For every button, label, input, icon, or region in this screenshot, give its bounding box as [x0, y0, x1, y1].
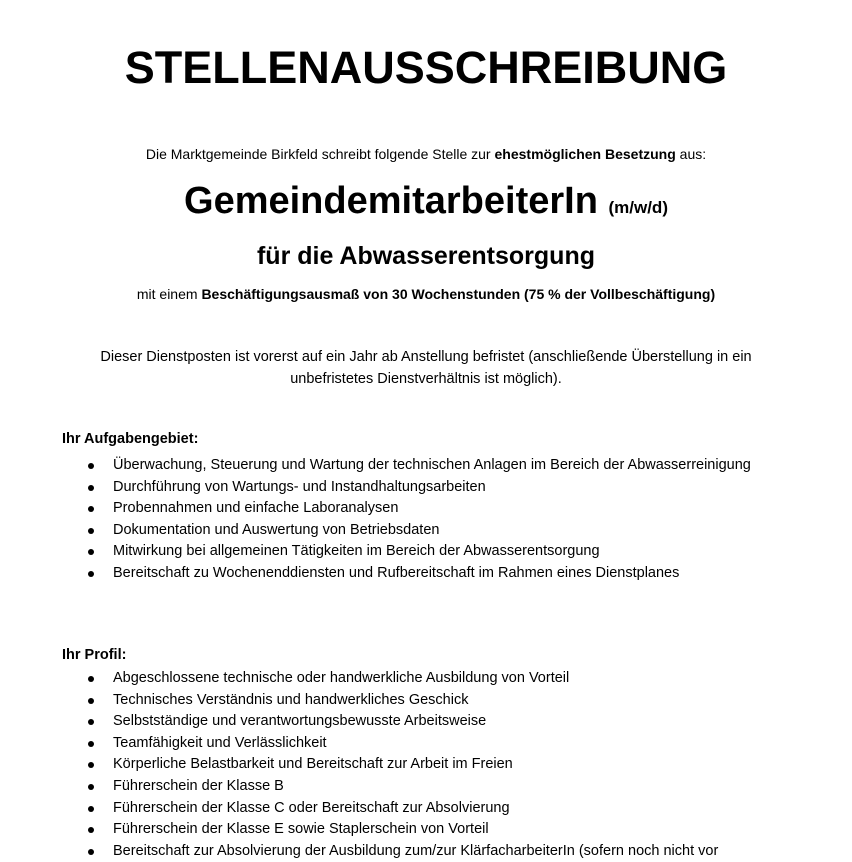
- intro-bold: ehestmöglichen Besetzung: [494, 146, 676, 162]
- tasks-list: [62, 455, 782, 585]
- list-item: Durchführung von Wartungs- und Instandhaltungsarbeiten: [62, 477, 782, 499]
- tasks-heading: Ihr Aufgabengebiet:: [62, 431, 199, 447]
- list-item: Körperliche Belastbarkeit und Bereitschaft zur Arbeit im Freien: [62, 754, 782, 776]
- page-title: STELLENAUSSCHREIBUNG: [124, 42, 728, 93]
- scope-bold: Beschäftigungsausmaß von 30 Wochenstunden (75 % der Vollbeschäftigung): [201, 286, 716, 302]
- list-item: Abgeschlossene technische oder handwerkliche Ausbildung von Vorteil: [62, 668, 782, 690]
- list-item: Mitwirkung bei allgemeinen Tätigkeiten im Bereich der Abwasserentsorgung: [62, 541, 782, 563]
- employment-scope: [0, 286, 852, 302]
- scope-before: mit einem: [136, 286, 202, 302]
- list-item: Führerschein der Klasse B: [62, 776, 782, 798]
- profile-heading: Ihr Profil:: [62, 647, 127, 663]
- term-paragraph: [0, 347, 852, 390]
- job-title-text: GemeindemitarbeiterIn: [184, 180, 598, 222]
- list-item: Bereitschaft zur Absolvierung der Ausbildung zum/zur KlärfacharbeiterIn (sofern noch nicht vor: [62, 841, 782, 862]
- list-item: Teamfähigkeit und Verlässlichkeit: [62, 733, 782, 755]
- job-subtitle: für die Abwasserentsorgung: [256, 242, 595, 270]
- intro-before: Die Marktgemeinde Birkfeld schreibt folgende Stelle zur: [145, 146, 495, 162]
- job-gender-suffix: (m/w/d): [608, 198, 668, 217]
- profile-list: [62, 668, 782, 862]
- list-item: Technisches Verständnis und handwerkliches Geschick: [62, 690, 782, 712]
- list-item: Selbstständige und verantwortungsbewusste Arbeitsweise: [62, 711, 782, 733]
- list-item: Überwachung, Steuerung und Wartung der technischen Anlagen im Bereich der Abwasserreinigung: [62, 455, 782, 477]
- list-item: Dokumentation und Auswertung von Betriebsdaten: [62, 520, 782, 542]
- list-item: Führerschein der Klasse E sowie Staplerschein von Vorteil: [62, 819, 782, 841]
- job-title: [0, 180, 852, 223]
- list-item: Bereitschaft zu Wochenenddiensten und Rufbereitschaft im Rahmen eines Dienstplanes: [62, 563, 782, 585]
- intro-text: [0, 146, 852, 162]
- intro-after: aus:: [675, 146, 707, 162]
- list-item: Führerschein der Klasse C oder Bereitschaft zur Absolvierung: [62, 798, 782, 820]
- list-item: Probennahmen und einfache Laboranalysen: [62, 498, 782, 520]
- term-line-1: Dieser Dienstposten ist vorerst auf ein Jahr ab Anstellung befristet (anschließende Überstellung in ein: [100, 349, 752, 365]
- term-line-2: unbefristetes Dienstverhältnis ist möglich).: [290, 370, 562, 387]
